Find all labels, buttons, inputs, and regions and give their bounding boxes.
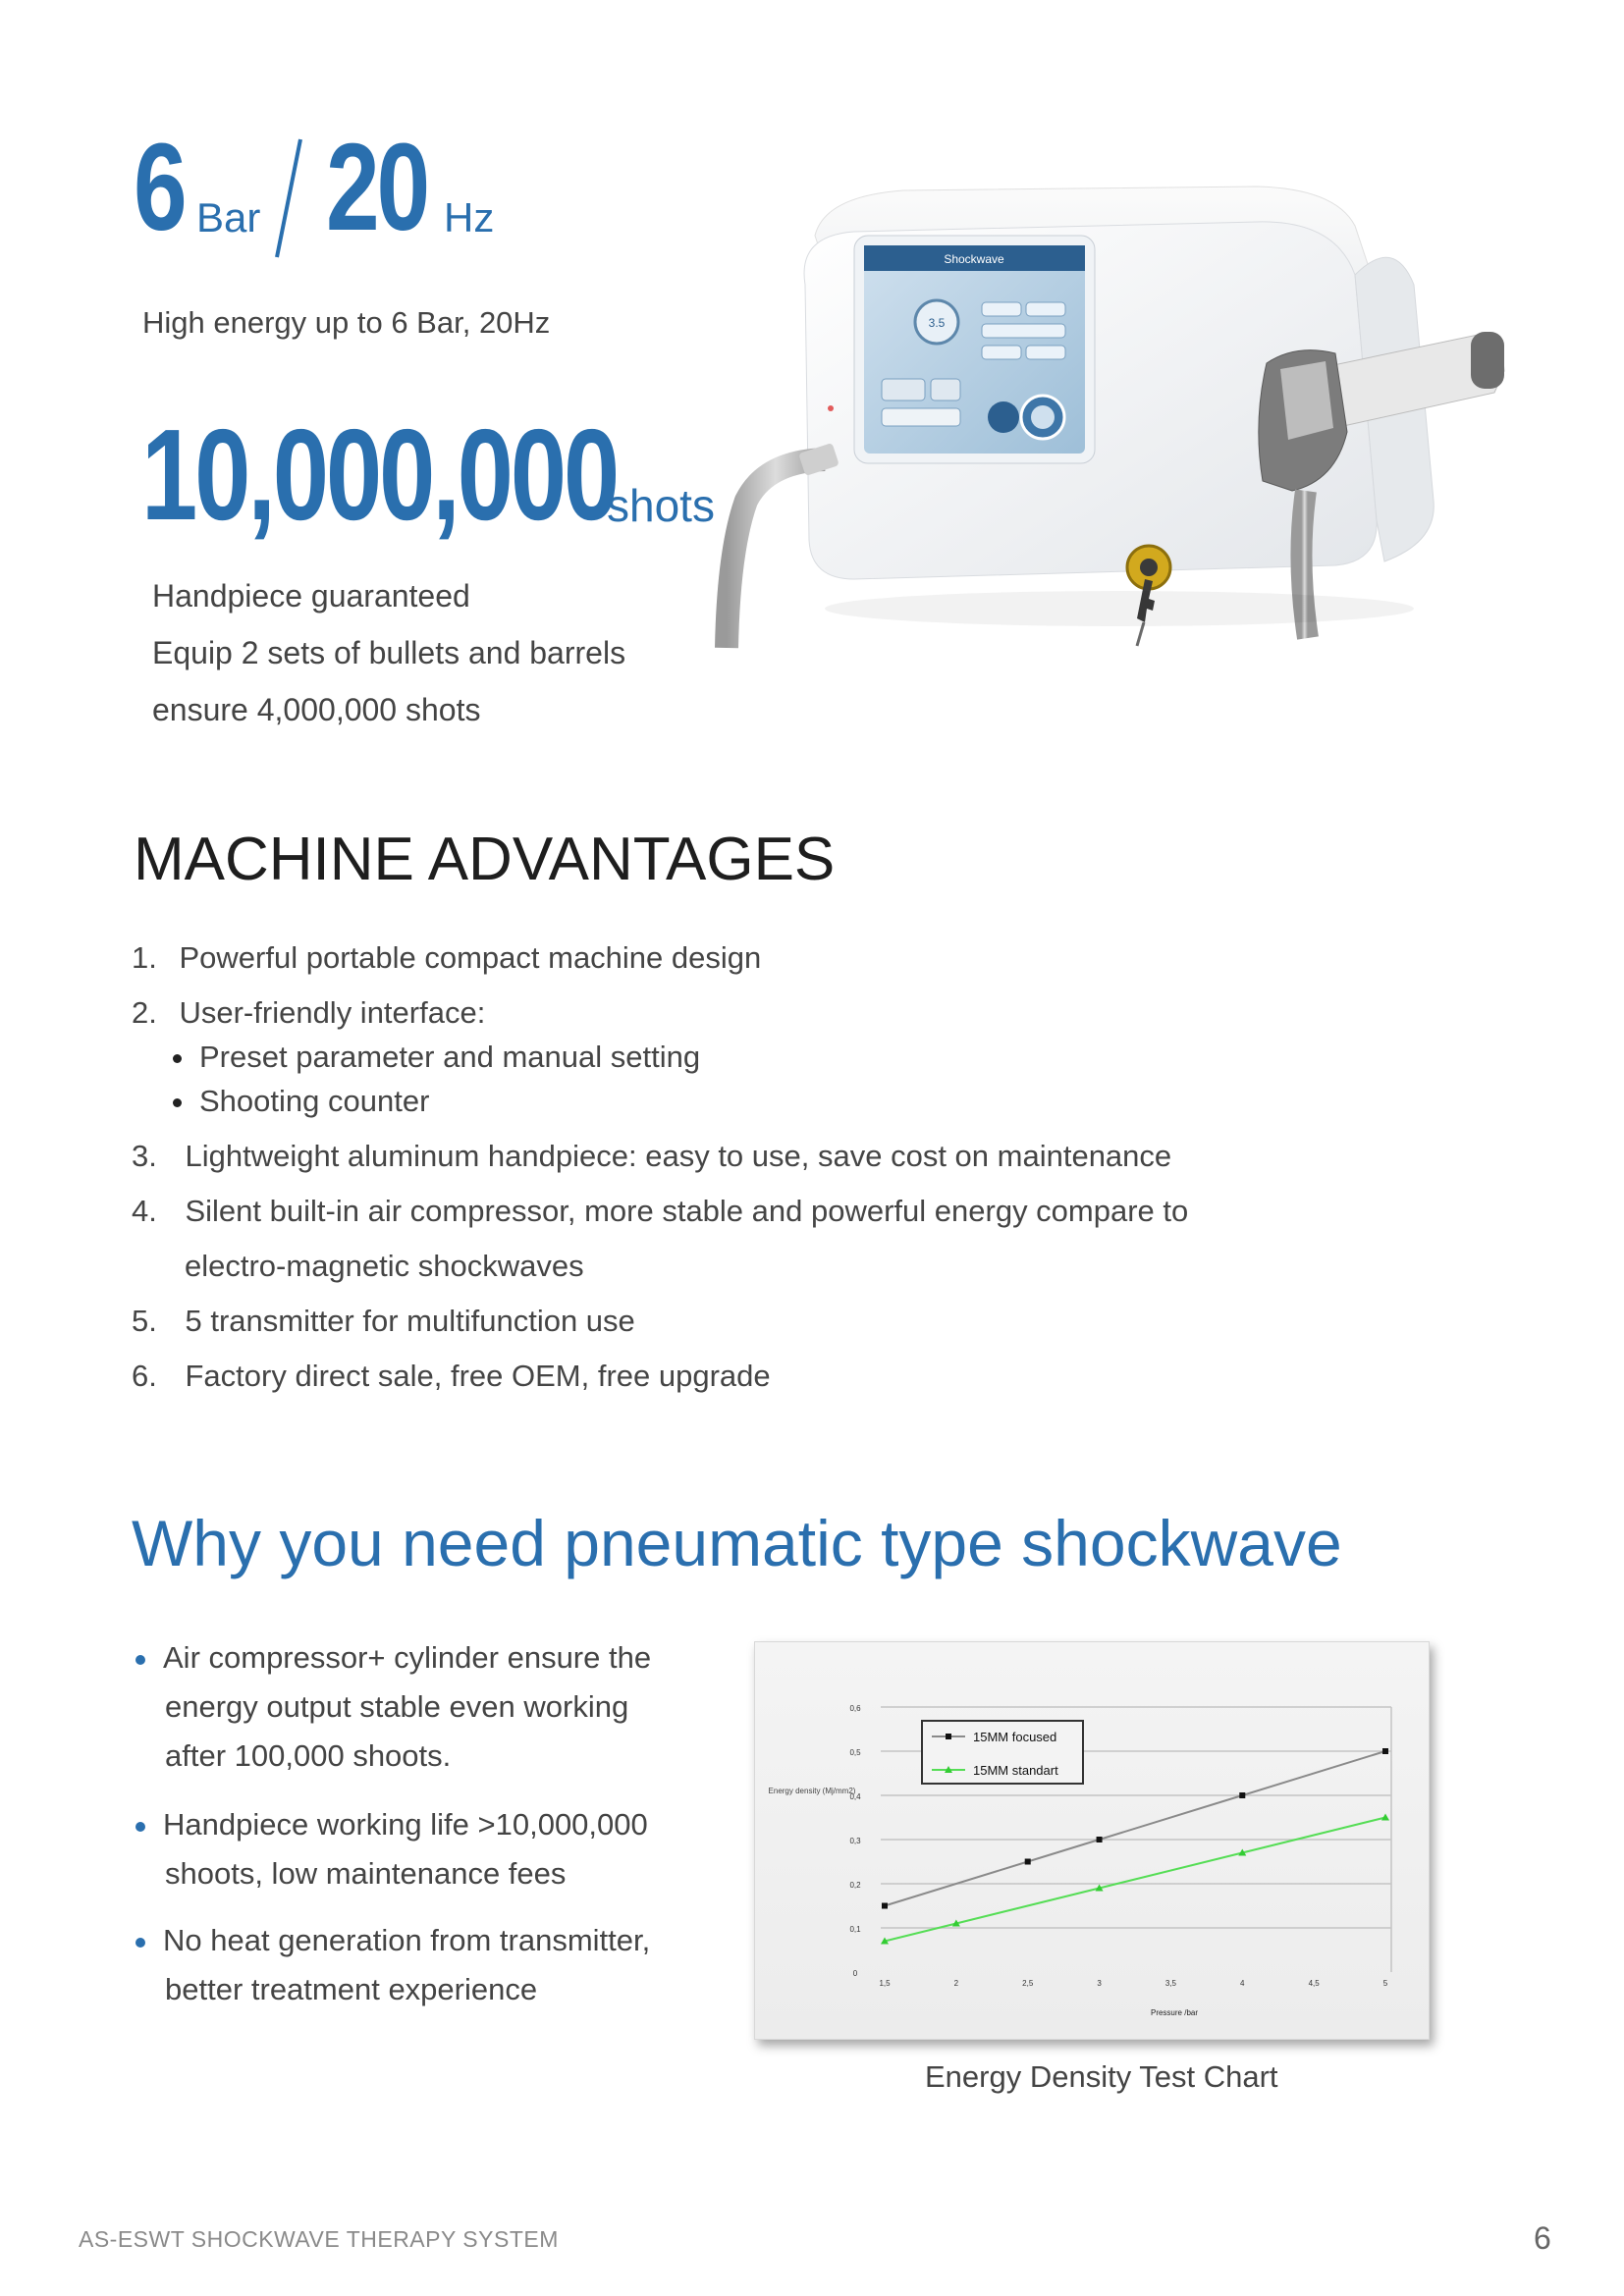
- advantage-text: User-friendly interface:: [179, 995, 486, 1030]
- x-tick-label: 2: [953, 1979, 959, 1988]
- x-tick-label: 3,5: [1164, 1979, 1176, 1988]
- x-tick-label: 3: [1097, 1979, 1102, 1988]
- y-axis-label: Energy density (Mj/mm2): [768, 1787, 856, 1795]
- bullet-icon: [173, 1098, 182, 1107]
- advantage-num: 5.: [132, 1304, 157, 1338]
- advantage-text: Silent built-in air compressor, more stable and powerful energy compare to: [185, 1194, 1189, 1228]
- advantage-text: Factory direct sale, free OEM, free upgrade: [185, 1359, 771, 1393]
- shots-value: 10,000,000: [141, 402, 618, 547]
- y-tick-label: 0,4: [849, 1792, 861, 1801]
- x-tick-label: 1,5: [879, 1979, 891, 1988]
- y-tick-label: 0,2: [849, 1881, 861, 1890]
- handpiece-line-3: ensure 4,000,000 shots: [152, 692, 481, 727]
- chart-caption: Energy Density Test Chart: [925, 2059, 1278, 2094]
- data-point: [1025, 1859, 1031, 1865]
- advantage-num: 6.: [132, 1359, 157, 1393]
- hz-unit: Hz: [444, 194, 495, 240]
- x-tick-label: 4,5: [1308, 1979, 1320, 1988]
- advantage-text: Powerful portable compact machine design: [179, 940, 762, 975]
- series-line: [885, 1818, 1385, 1942]
- why-line: No heat generation from transmitter,: [163, 1923, 651, 1957]
- y-tick-label: 0: [852, 1969, 858, 1978]
- why-title: Why you need pneumatic type shockwave: [132, 1507, 1342, 1579]
- advantage-num: 4.: [132, 1194, 157, 1228]
- y-tick-label: 0,6: [849, 1704, 861, 1713]
- legend-label: 15MM standart: [973, 1763, 1058, 1778]
- advantage-text: electro-magnetic shockwaves: [185, 1249, 584, 1283]
- device-screen-title: Shockwave: [944, 252, 1004, 266]
- advantage-text: Shooting counter: [199, 1084, 430, 1118]
- why-line: energy output stable even working: [165, 1689, 629, 1724]
- why-line: Air compressor+ cylinder ensure the: [163, 1640, 652, 1675]
- advantage-num: 3.: [132, 1139, 157, 1173]
- bullet-icon: [173, 1054, 182, 1063]
- data-point: [882, 1903, 888, 1909]
- advantage-text: 5 transmitter for multifunction use: [185, 1304, 635, 1338]
- data-point: [1097, 1837, 1103, 1842]
- why-bullet-1: [132, 1633, 721, 1800]
- advantage-subitem: [173, 1040, 700, 1075]
- advantage-item-6: [132, 1359, 771, 1394]
- advantage-item-4: [132, 1194, 1188, 1229]
- why-line: Handpiece working life >10,000,000: [163, 1807, 648, 1842]
- bullet-icon: [135, 1655, 145, 1665]
- energy-description: High energy up to 6 Bar, 20Hz: [142, 305, 551, 340]
- advantage-item-5: [132, 1304, 635, 1339]
- x-tick-label: 5: [1382, 1979, 1388, 1988]
- data-point: [1382, 1748, 1388, 1754]
- bar-unit: Bar: [196, 194, 261, 240]
- advantage-text: Lightweight aluminum handpiece: easy to use, save cost on maintenance: [185, 1139, 1172, 1173]
- bar-value: 6: [134, 118, 185, 256]
- x-tick-label: 4: [1240, 1979, 1245, 1988]
- device-screen-value: 3.5: [928, 316, 946, 330]
- advantages-title: MACHINE ADVANTAGES: [134, 826, 836, 893]
- why-bullet-3: [132, 1916, 721, 2024]
- advantage-num: 1.: [132, 940, 157, 975]
- advantage-subitem: [173, 1084, 429, 1119]
- why-bullets: [132, 1633, 721, 2024]
- y-tick-label: 0,1: [849, 1925, 861, 1934]
- x-axis-label: Pressure /bar: [1150, 2008, 1199, 2017]
- advantage-item-3: [132, 1139, 1171, 1174]
- data-point: [1381, 1814, 1389, 1821]
- advantage-text: Preset parameter and manual setting: [199, 1040, 701, 1074]
- y-tick-label: 0,3: [849, 1837, 861, 1845]
- advantage-num: 2.: [132, 995, 157, 1030]
- data-point: [1239, 1792, 1245, 1798]
- advantage-item-2: [132, 995, 485, 1031]
- legend-label: 15MM focused: [973, 1730, 1057, 1744]
- advantage-item-1: [132, 940, 761, 976]
- page-number: 6: [1534, 2220, 1551, 2256]
- chart-plot: [755, 1642, 1429, 2039]
- why-line: shoots, low maintenance fees: [165, 1856, 567, 1891]
- handpiece-line-2: Equip 2 sets of bullets and barrels: [152, 635, 626, 670]
- energy-density-chart: [754, 1641, 1430, 2040]
- handpiece-line-1: Handpiece guaranteed: [152, 578, 470, 614]
- hz-value: 20: [326, 118, 428, 256]
- footer-product-name: AS-ESWT SHOCKWAVE THERAPY SYSTEM: [79, 2226, 559, 2252]
- x-tick-label: 2,5: [1022, 1979, 1034, 1988]
- y-tick-label: 0,5: [849, 1748, 861, 1757]
- legend-marker: [946, 1734, 951, 1739]
- bullet-icon: [135, 1938, 145, 1948]
- why-bullet-2: [132, 1800, 721, 1916]
- advantage-item-4-cont: [185, 1249, 584, 1284]
- why-line: better treatment experience: [165, 1972, 538, 2006]
- bullet-icon: [135, 1822, 145, 1832]
- why-line: after 100,000 shoots.: [165, 1738, 452, 1773]
- shots-unit: shots: [607, 480, 715, 531]
